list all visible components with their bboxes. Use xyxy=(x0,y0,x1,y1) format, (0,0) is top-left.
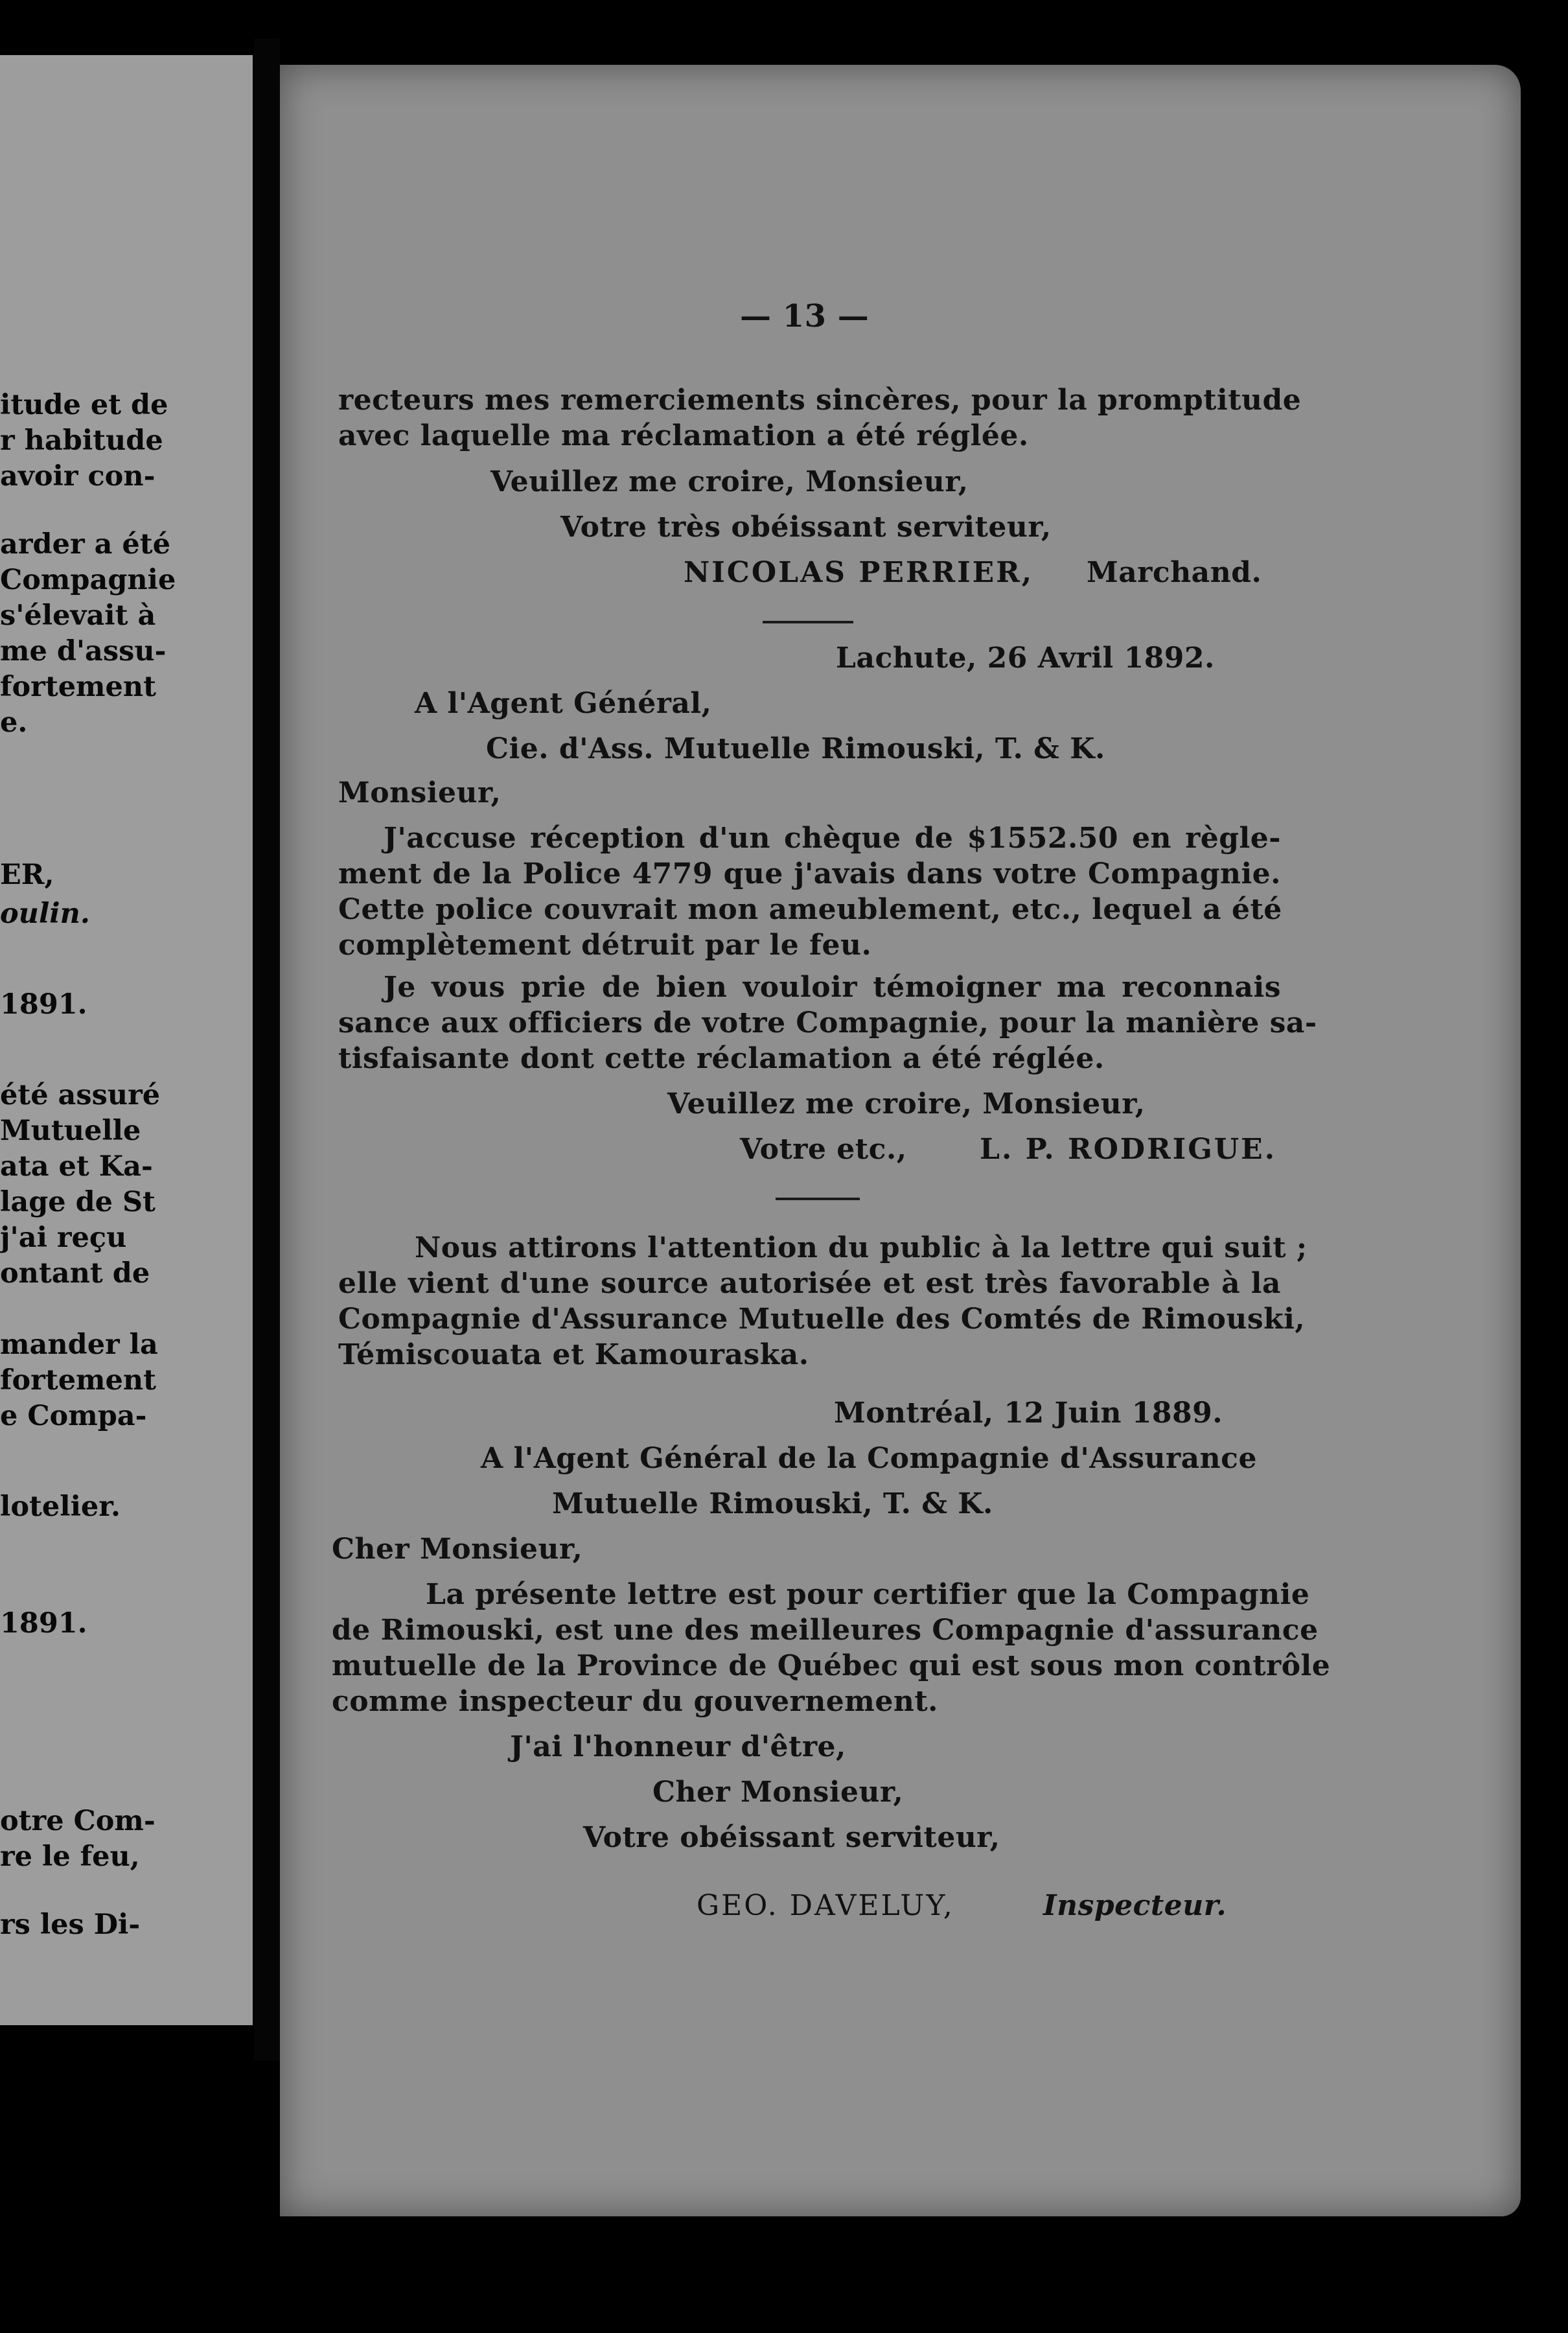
intro-line: elle vient d'une source autorisée et est très favorable à la xyxy=(338,1267,1281,1300)
letter2-line: complètement détruit par le feu. xyxy=(338,929,872,962)
letter3-line: comme inspecteur du gouvernement. xyxy=(332,1685,938,1718)
left-fragment: mander la xyxy=(0,1329,158,1361)
left-fragment: e. xyxy=(0,706,28,739)
letter2-salutation: Monsieur, xyxy=(338,776,502,809)
letter3-addressee: A l'Agent Général de la Compagnie d'Assurance xyxy=(481,1442,1257,1475)
letter3-closing: Cher Monsieur, xyxy=(652,1776,904,1809)
letter3-line: de Rimouski, est une des meilleures Compagnie d'assurance xyxy=(332,1614,1319,1647)
letter3-line: mutuelle de la Province de Québec qui est sous mon contrôle xyxy=(332,1649,1331,1682)
document-page xyxy=(280,65,1521,2216)
separator-rule xyxy=(776,1198,860,1200)
left-fragment: lage de St xyxy=(0,1186,156,1218)
letter3-signer-title: Inspecteur. xyxy=(1043,1889,1227,1922)
letter1-closing: Veuillez me croire, Monsieur, xyxy=(490,465,969,498)
intro-line: Compagnie d'Assurance Mutuelle des Comtés de Rimouski, xyxy=(338,1303,1306,1336)
left-fragment: Compagnie xyxy=(0,564,176,596)
intro-line: Nous attirons l'attention du public à la lettre qui suit ; xyxy=(415,1231,1308,1264)
letter3-line: La présente lettre est pour certifier que la Compagnie xyxy=(426,1578,1310,1611)
left-fragment: ontant de xyxy=(0,1257,150,1290)
letter2-signature: L. P. RODRIGUE. xyxy=(980,1133,1277,1166)
letter1-closing: Votre très obéissant serviteur, xyxy=(560,511,1052,544)
left-fragment: avoir con- xyxy=(0,460,156,493)
left-fragment: arder a été xyxy=(0,528,170,561)
left-fragment: lotelier. xyxy=(0,1491,121,1523)
left-fragment: oulin. xyxy=(0,898,90,930)
left-fragment: re le feu, xyxy=(0,1840,140,1873)
letter3-addressee: Mutuelle Rimouski, T. & K. xyxy=(552,1487,993,1520)
letter2-dateline: Lachute, 26 Avril 1892. xyxy=(836,642,1215,675)
left-fragment: j'ai reçu xyxy=(0,1222,127,1254)
intro-line: Témiscouata et Kamouraska. xyxy=(338,1338,809,1371)
letter2-addressee: A l'Agent Général, xyxy=(415,687,712,720)
left-fragment: fortement xyxy=(0,1364,157,1397)
left-facing-page xyxy=(0,55,253,2025)
letter1-signature: NICOLAS PERRIER, xyxy=(684,556,1034,589)
letter3-signature: GEO. DAVELUY, xyxy=(697,1889,954,1922)
letter3-dateline: Montréal, 12 Juin 1889. xyxy=(834,1397,1223,1430)
letter2-closing: Veuillez me croire, Monsieur, xyxy=(667,1087,1146,1120)
letter2-line: tisfaisante dont cette réclamation a été réglée. xyxy=(338,1042,1105,1075)
left-fragment: été assuré xyxy=(0,1079,161,1111)
letter1-line: avec laquelle ma réclamation a été réglée. xyxy=(338,419,1029,452)
letter3-closing: Votre obéissant serviteur, xyxy=(583,1821,1000,1854)
left-fragment: rs les Di- xyxy=(0,1909,141,1941)
letter2-addressee: Cie. d'Ass. Mutuelle Rimouski, T. & K. xyxy=(486,732,1105,765)
left-fragment: ata et Ka- xyxy=(0,1150,153,1183)
letter2-line: J'accuse réception d'un chèque de $1552.50 en règle- xyxy=(384,822,1281,855)
page-number: — 13 — xyxy=(740,298,870,334)
letter3-salutation: Cher Monsieur, xyxy=(332,1533,583,1566)
left-fragment: r habitude xyxy=(0,424,163,457)
left-fragment: 1891. xyxy=(0,1607,87,1640)
letter2-line: Je vous prie de bien vouloir témoigner ma reconnais xyxy=(384,971,1281,1004)
letter1-signer-title: Marchand. xyxy=(1087,556,1262,589)
letter2-closing: Votre etc., xyxy=(740,1133,907,1166)
letter1-line: recteurs mes remerciements sincères, pour la promptitude xyxy=(338,384,1302,417)
left-fragment: itude et de xyxy=(0,389,168,421)
left-fragment: 1891. xyxy=(0,988,87,1021)
left-fragment: ER, xyxy=(0,859,54,891)
left-fragment: fortement xyxy=(0,671,157,703)
left-fragment: me d'assu- xyxy=(0,635,167,667)
letter2-line: sance aux officiers de votre Compagnie, pour la manière sa- xyxy=(338,1006,1317,1039)
book-spine-gutter xyxy=(254,39,280,2061)
letter2-line: ment de la Police 4779 que j'avais dans votre Compagnie. xyxy=(338,857,1281,890)
left-fragment: e Compa- xyxy=(0,1400,147,1432)
left-fragment: s'élevait à xyxy=(0,599,156,632)
letter3-closing: J'ai l'honneur d'être, xyxy=(510,1730,846,1763)
left-fragment: Mutuelle xyxy=(0,1115,141,1147)
letter2-line: Cette police couvrait mon ameublement, etc., lequel a été xyxy=(338,893,1282,926)
separator-rule xyxy=(763,621,853,623)
left-fragment: otre Com- xyxy=(0,1805,156,1837)
